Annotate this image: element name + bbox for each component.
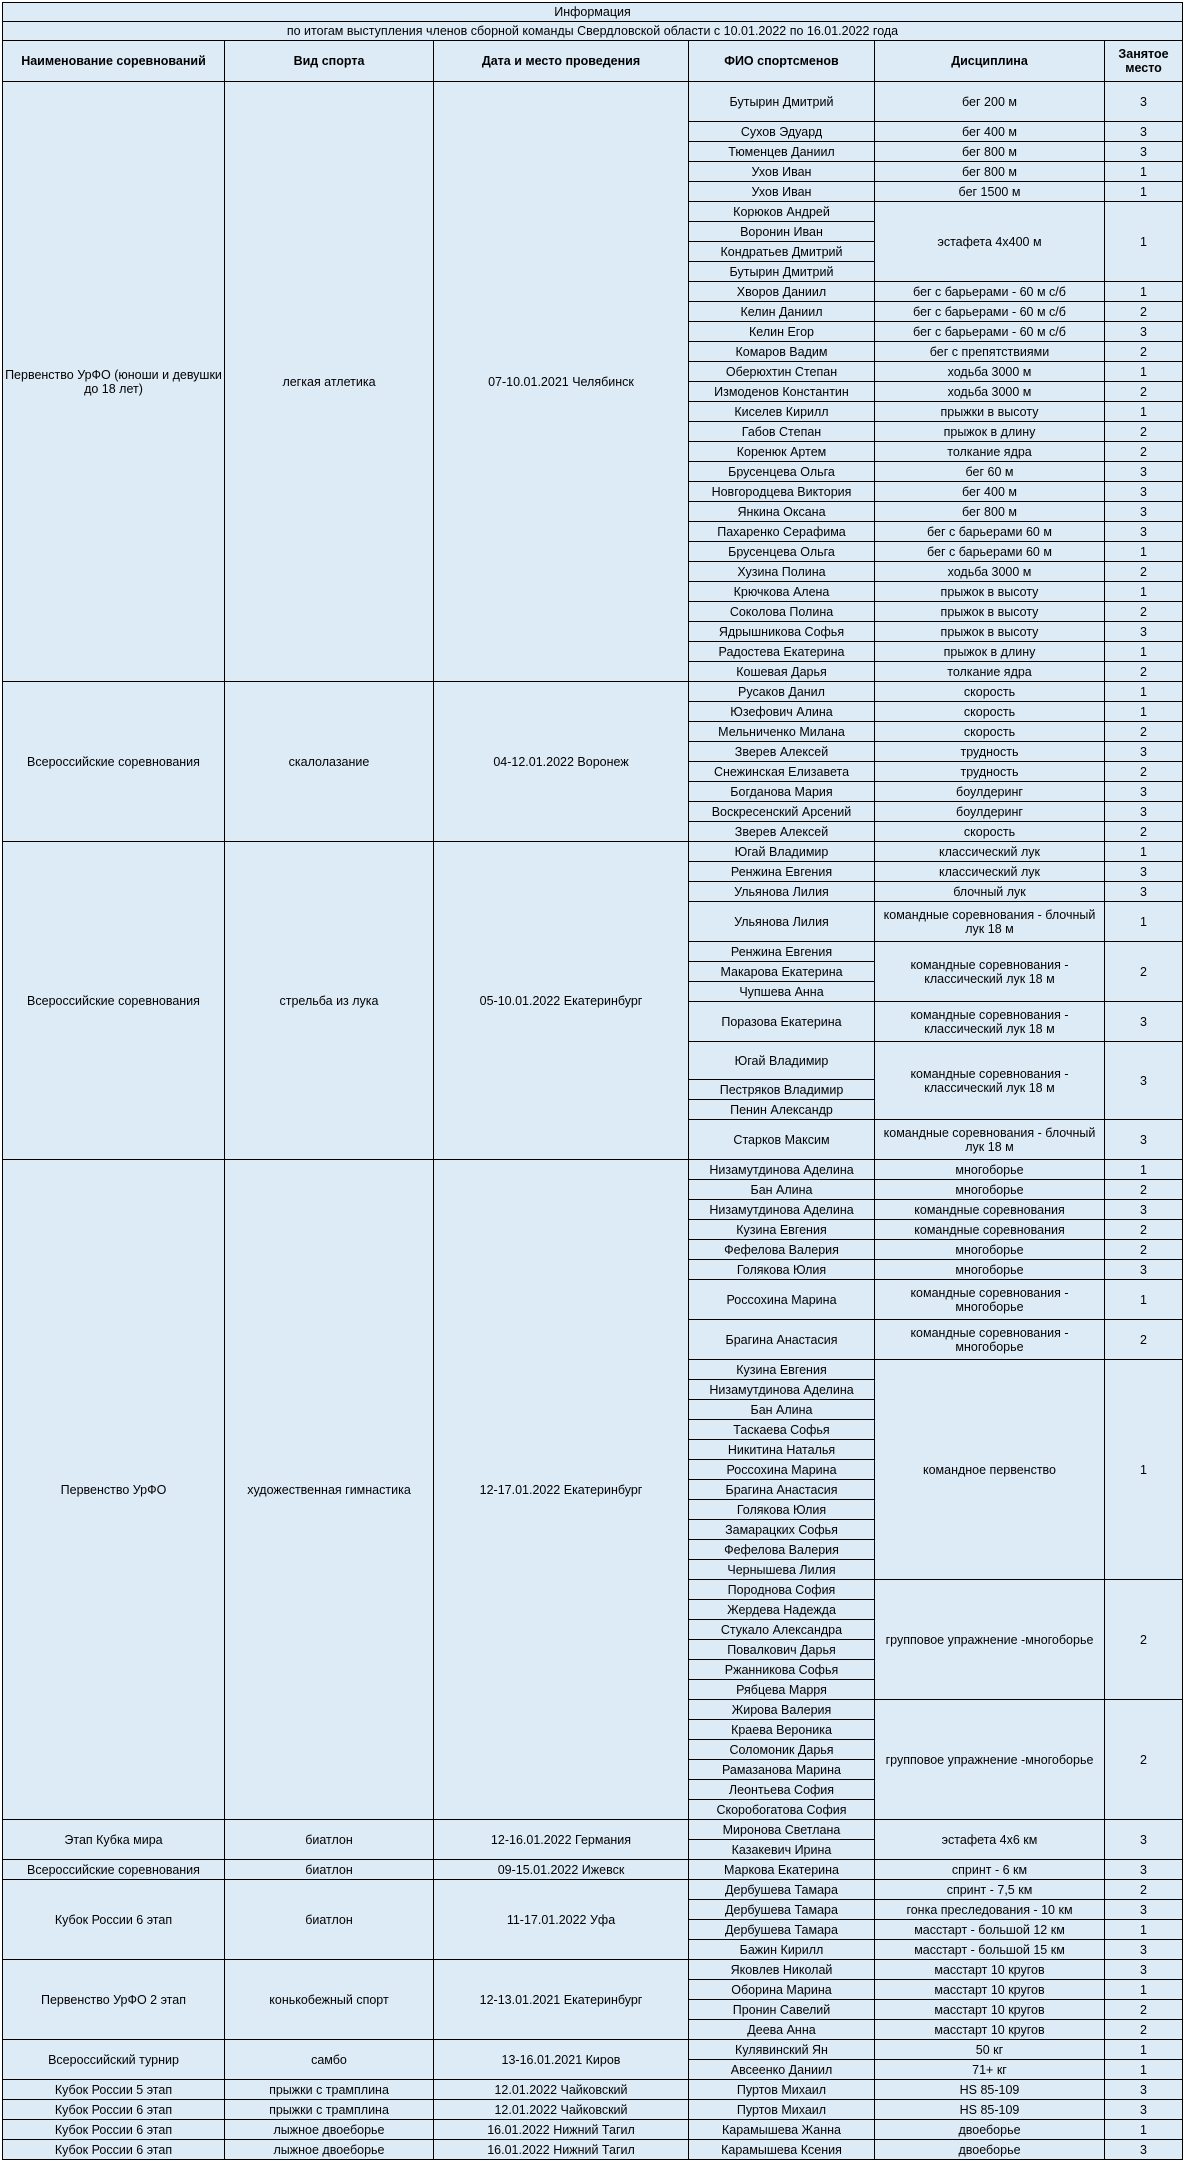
place: 1 <box>1105 842 1183 862</box>
discipline: HS 85-109 <box>875 2100 1105 2120</box>
sport-name: прыжки с трамплина <box>225 2100 434 2120</box>
place: 1 <box>1105 702 1183 722</box>
discipline: командные соревнования - классический лук 18 м <box>875 1002 1105 1042</box>
place: 3 <box>1105 502 1183 522</box>
place: 2 <box>1105 1180 1183 1200</box>
table-row <box>3 1820 1183 1840</box>
athlete-name: Бан Алина <box>689 1180 875 1200</box>
place: 1 <box>1105 542 1183 562</box>
header-place: Занятое место <box>1105 41 1183 82</box>
date-place: 11-17.01.2022 Уфа <box>434 1880 689 1960</box>
place: 1 <box>1105 1280 1183 1320</box>
results-table <box>2 2 1183 2160</box>
athlete-name: Замарацких Софья <box>689 1520 875 1540</box>
discipline: боулдеринг <box>875 802 1105 822</box>
athlete-name: Авсеенко Даниил <box>689 2060 875 2080</box>
place: 2 <box>1105 382 1183 402</box>
athlete-name: Голякова Юлия <box>689 1500 875 1520</box>
place: 1 <box>1105 2060 1183 2080</box>
sport-name: скалолазание <box>225 682 434 842</box>
sheet-subtitle: по итогам выступления членов сборной команды Свердловской области с 10.01.2022 по 16.01.2022 года <box>3 22 1183 41</box>
athlete-name: Макарова Екатерина <box>689 962 875 982</box>
place: 3 <box>1105 2140 1183 2160</box>
place: 3 <box>1105 782 1183 802</box>
athlete-name: Казакевич Ирина <box>689 1840 875 1860</box>
athlete-name: Стукало Александра <box>689 1620 875 1640</box>
place: 2 <box>1105 1700 1183 1820</box>
athlete-name: Мельниченко Милана <box>689 722 875 742</box>
athlete-name: Низамутдинова Аделина <box>689 1160 875 1180</box>
place: 3 <box>1105 142 1183 162</box>
place: 3 <box>1105 1200 1183 1220</box>
place: 3 <box>1105 82 1183 122</box>
discipline: бег 800 м <box>875 162 1105 182</box>
competition-name: Первенство УрФО <box>3 1160 225 1820</box>
discipline: групповое упражнение -многоборье <box>875 1580 1105 1700</box>
athlete-name: Карамышева Жанна <box>689 2120 875 2140</box>
discipline: трудность <box>875 742 1105 762</box>
place: 1 <box>1105 282 1183 302</box>
discipline: 50 кг <box>875 2040 1105 2060</box>
athlete-name: Югай Владимир <box>689 1042 875 1080</box>
athlete-name: Жердева Надежда <box>689 1600 875 1620</box>
place: 2 <box>1105 662 1183 682</box>
sport-name: биатлон <box>225 1820 434 1860</box>
place: 3 <box>1105 462 1183 482</box>
place: 3 <box>1105 482 1183 502</box>
athlete-name: Породнова София <box>689 1580 875 1600</box>
athlete-name: Кулявинский Ян <box>689 2040 875 2060</box>
athlete-name: Келин Егор <box>689 322 875 342</box>
competition-name: Всероссийский турнир <box>3 2040 225 2080</box>
header-competition: Наименование соревнований <box>3 41 225 82</box>
date-place: 16.01.2022 Нижний Тагил <box>434 2140 689 2160</box>
place: 1 <box>1105 1160 1183 1180</box>
discipline: бег 200 м <box>875 82 1105 122</box>
discipline: спринт - 7,5 км <box>875 1880 1105 1900</box>
athlete-name: Маркова Екатерина <box>689 1860 875 1880</box>
discipline: бег с барьерами 60 м <box>875 542 1105 562</box>
athlete-name: Деева Анна <box>689 2020 875 2040</box>
place: 2 <box>1105 1220 1183 1240</box>
discipline: скорость <box>875 722 1105 742</box>
place: 2 <box>1105 2020 1183 2040</box>
athlete-name: Оберюхтин Степан <box>689 362 875 382</box>
athlete-name: Соколова Полина <box>689 602 875 622</box>
discipline: ходьба 3000 м <box>875 562 1105 582</box>
discipline: командные соревнования <box>875 1220 1105 1240</box>
athlete-name: Пуртов Михаил <box>689 2080 875 2100</box>
athlete-name: Дербушева Тамара <box>689 1900 875 1920</box>
discipline: бег с барьерами 60 м <box>875 522 1105 542</box>
place: 2 <box>1105 442 1183 462</box>
discipline: прыжок в высоту <box>875 622 1105 642</box>
table-row <box>3 2140 1183 2160</box>
competition-name: Кубок России 6 этап <box>3 2140 225 2160</box>
date-place: 12-17.01.2022 Екатеринбург <box>434 1160 689 1820</box>
athlete-name: Оборина Марина <box>689 1980 875 2000</box>
discipline: бег 400 м <box>875 482 1105 502</box>
competition-name: Всероссийские соревнования <box>3 682 225 842</box>
place: 2 <box>1105 1880 1183 1900</box>
athlete-name: Пестряков Владимир <box>689 1080 875 1100</box>
place: 1 <box>1105 202 1183 282</box>
discipline: спринт - 6 км <box>875 1860 1105 1880</box>
place: 2 <box>1105 1240 1183 1260</box>
discipline: прыжки в высоту <box>875 402 1105 422</box>
athlete-name: Чернышева Лилия <box>689 1560 875 1580</box>
athlete-name: Кондратьев Дмитрий <box>689 242 875 262</box>
discipline: бег 800 м <box>875 142 1105 162</box>
place: 3 <box>1105 802 1183 822</box>
athlete-name: Бан Алина <box>689 1400 875 1420</box>
athlete-name: Ржанникова Софья <box>689 1660 875 1680</box>
athlete-name: Рябцева Марря <box>689 1680 875 1700</box>
athlete-name: Кузина Евгения <box>689 1360 875 1380</box>
athlete-name: Ухов Иван <box>689 162 875 182</box>
athlete-name: Зверев Алексей <box>689 822 875 842</box>
date-place: 07-10.01.2021 Челябинск <box>434 82 689 682</box>
athlete-name: Фефелова Валерия <box>689 1540 875 1560</box>
athlete-name: Леонтьева София <box>689 1780 875 1800</box>
sport-name: биатлон <box>225 1860 434 1880</box>
discipline: командные соревнования - блочный лук 18 м <box>875 902 1105 942</box>
athlete-name: Пуртов Михаил <box>689 2100 875 2120</box>
date-place: 09-15.01.2022 Ижевск <box>434 1860 689 1880</box>
discipline: масстарт 10 кругов <box>875 2000 1105 2020</box>
competition-name: Кубок России 6 этап <box>3 2100 225 2120</box>
place: 3 <box>1105 1960 1183 1980</box>
athlete-name: Жирова Валерия <box>689 1700 875 1720</box>
discipline: двоеборье <box>875 2140 1105 2160</box>
athlete-name: Кошевая Дарья <box>689 662 875 682</box>
place: 1 <box>1105 642 1183 662</box>
athlete-name: Голякова Юлия <box>689 1260 875 1280</box>
athlete-name: Снежинская Елизавета <box>689 762 875 782</box>
athlete-name: Ухов Иван <box>689 182 875 202</box>
place: 1 <box>1105 2120 1183 2140</box>
discipline: бег 60 м <box>875 462 1105 482</box>
sport-name: самбо <box>225 2040 434 2080</box>
table-row <box>3 842 1183 862</box>
discipline: многоборье <box>875 1180 1105 1200</box>
place: 2 <box>1105 602 1183 622</box>
place: 3 <box>1105 1002 1183 1042</box>
place: 1 <box>1105 362 1183 382</box>
discipline: бег 400 м <box>875 122 1105 142</box>
competition-name: Кубок России 6 этап <box>3 1880 225 1960</box>
place: 1 <box>1105 2040 1183 2060</box>
place: 3 <box>1105 1120 1183 1160</box>
athlete-name: Келин Даниил <box>689 302 875 322</box>
discipline: командные соревнования - многоборье <box>875 1280 1105 1320</box>
place: 3 <box>1105 1900 1183 1920</box>
discipline: классический лук <box>875 862 1105 882</box>
place: 3 <box>1105 522 1183 542</box>
place: 1 <box>1105 1920 1183 1940</box>
place: 2 <box>1105 1320 1183 1360</box>
athlete-name: Брагина Анастасия <box>689 1480 875 1500</box>
discipline: масстарт - большой 15 км <box>875 1940 1105 1960</box>
discipline: масстарт - большой 12 км <box>875 1920 1105 1940</box>
discipline: скорость <box>875 702 1105 722</box>
discipline: командные соревнования - классический лук 18 м <box>875 942 1105 1002</box>
athlete-name: Таскаева Софья <box>689 1420 875 1440</box>
place: 2 <box>1105 302 1183 322</box>
place: 1 <box>1105 162 1183 182</box>
date-place: 12.01.2022 Чайковский <box>434 2100 689 2120</box>
athlete-name: Поразова Екатерина <box>689 1002 875 1042</box>
discipline: прыжок в длину <box>875 642 1105 662</box>
place: 3 <box>1105 1820 1183 1860</box>
sport-name: лыжное двоеборье <box>225 2120 434 2140</box>
date-place: 12-16.01.2022 Германия <box>434 1820 689 1860</box>
place: 2 <box>1105 2000 1183 2020</box>
athlete-name: Хузина Полина <box>689 562 875 582</box>
discipline: бег с барьерами - 60 м с/б <box>875 282 1105 302</box>
athlete-name: Киселев Кирилл <box>689 402 875 422</box>
place: 2 <box>1105 942 1183 1002</box>
athlete-name: Никитина Наталья <box>689 1440 875 1460</box>
athlete-name: Россохина Марина <box>689 1280 875 1320</box>
discipline: масстарт 10 кругов <box>875 1980 1105 2000</box>
discipline: командные соревнования - классический лук 18 м <box>875 1042 1105 1120</box>
table-row <box>3 1860 1183 1880</box>
place: 3 <box>1105 122 1183 142</box>
athlete-name: Богданова Мария <box>689 782 875 802</box>
table-row <box>3 682 1183 702</box>
header-date-place: Дата и место проведения <box>434 41 689 82</box>
discipline: прыжок в высоту <box>875 582 1105 602</box>
discipline: бег 1500 м <box>875 182 1105 202</box>
discipline: толкание ядра <box>875 442 1105 462</box>
athlete-name: Сухов Эдуард <box>689 122 875 142</box>
place: 3 <box>1105 1260 1183 1280</box>
athlete-name: Миронова Светлана <box>689 1820 875 1840</box>
date-place: 12-13.01.2021 Екатеринбург <box>434 1960 689 2040</box>
discipline: прыжок в высоту <box>875 602 1105 622</box>
place: 1 <box>1105 1360 1183 1580</box>
place: 1 <box>1105 902 1183 942</box>
sport-name: стрельба из лука <box>225 842 434 1160</box>
discipline: бег 800 м <box>875 502 1105 522</box>
athlete-name: Брагина Анастасия <box>689 1320 875 1360</box>
athlete-name: Дербушева Тамара <box>689 1880 875 1900</box>
athlete-name: Ульянова Лилия <box>689 902 875 942</box>
athlete-name: Скоробогатова София <box>689 1800 875 1820</box>
athlete-name: Комаров Вадим <box>689 342 875 362</box>
discipline: прыжок в длину <box>875 422 1105 442</box>
athlete-name: Юзефович Алина <box>689 702 875 722</box>
table-row <box>3 2040 1183 2060</box>
athlete-name: Рамазанова Марина <box>689 1760 875 1780</box>
sheet-title: Информация <box>3 3 1183 22</box>
discipline: бег с препятствиями <box>875 342 1105 362</box>
athlete-name: Повалкович Дарья <box>689 1640 875 1660</box>
athlete-name: Коренюк Артем <box>689 442 875 462</box>
discipline: эстафета 4х400 м <box>875 202 1105 282</box>
athlete-name: Бутырин Дмитрий <box>689 82 875 122</box>
discipline: боулдеринг <box>875 782 1105 802</box>
athlete-name: Соломоник Дарья <box>689 1740 875 1760</box>
place: 2 <box>1105 762 1183 782</box>
athlete-name: Пенин Александр <box>689 1100 875 1120</box>
athlete-name: Карамышева Ксения <box>689 2140 875 2160</box>
athlete-name: Ренжина Евгения <box>689 942 875 962</box>
discipline: многоборье <box>875 1240 1105 1260</box>
discipline: HS 85-109 <box>875 2080 1105 2100</box>
discipline: командные соревнования <box>875 1200 1105 1220</box>
discipline: командное первенство <box>875 1360 1105 1580</box>
place: 1 <box>1105 1980 1183 2000</box>
place: 3 <box>1105 622 1183 642</box>
athlete-name: Фефелова Валерия <box>689 1240 875 1260</box>
sport-name: художественная гимнастика <box>225 1160 434 1820</box>
athlete-name: Воронин Иван <box>689 222 875 242</box>
date-place: 12.01.2022 Чайковский <box>434 2080 689 2100</box>
sport-name: прыжки с трамплина <box>225 2080 434 2100</box>
athlete-name: Югай Владимир <box>689 842 875 862</box>
competition-name: Всероссийские соревнования <box>3 842 225 1160</box>
discipline: 71+ кг <box>875 2060 1105 2080</box>
athlete-name: Воскресенский Арсений <box>689 802 875 822</box>
table-row <box>3 2100 1183 2120</box>
athlete-name: Зверев Алексей <box>689 742 875 762</box>
discipline: командные соревнования - многоборье <box>875 1320 1105 1360</box>
athlete-name: Брусенцева Ольга <box>689 542 875 562</box>
header-discipline: Дисциплина <box>875 41 1105 82</box>
place: 3 <box>1105 1042 1183 1120</box>
athlete-name: Пахаренко Серафима <box>689 522 875 542</box>
athlete-name: Радостева Екатерина <box>689 642 875 662</box>
athlete-name: Корюков Андрей <box>689 202 875 222</box>
date-place: 16.01.2022 Нижний Тагил <box>434 2120 689 2140</box>
athlete-name: Низамутдинова Аделина <box>689 1200 875 1220</box>
place: 3 <box>1105 2100 1183 2120</box>
discipline: толкание ядра <box>875 662 1105 682</box>
competition-name: Этап Кубка мира <box>3 1820 225 1860</box>
athlete-name: Чупшева Анна <box>689 982 875 1002</box>
competition-name: Кубок России 6 этап <box>3 2120 225 2140</box>
discipline: двоеборье <box>875 2120 1105 2140</box>
discipline: ходьба 3000 м <box>875 382 1105 402</box>
place: 1 <box>1105 402 1183 422</box>
athlete-name: Яковлев Николай <box>689 1960 875 1980</box>
discipline: командные соревнования - блочный лук 18 м <box>875 1120 1105 1160</box>
discipline: трудность <box>875 762 1105 782</box>
date-place: 04-12.01.2022 Воронеж <box>434 682 689 842</box>
athlete-name: Россохина Марина <box>689 1460 875 1480</box>
discipline: групповое упражнение -многоборье <box>875 1700 1105 1820</box>
athlete-name: Новгородцева Виктория <box>689 482 875 502</box>
table-row <box>3 2080 1183 2100</box>
sport-name: конькобежный спорт <box>225 1960 434 2040</box>
athlete-name: Краева Вероника <box>689 1720 875 1740</box>
athlete-name: Кузина Евгения <box>689 1220 875 1240</box>
place: 1 <box>1105 682 1183 702</box>
athlete-name: Тюменцев Даниил <box>689 142 875 162</box>
place: 2 <box>1105 822 1183 842</box>
results-body <box>3 82 1183 2160</box>
athlete-name: Янкина Оксана <box>689 502 875 522</box>
athlete-name: Ядрышникова Софья <box>689 622 875 642</box>
discipline: классический лук <box>875 842 1105 862</box>
place: 2 <box>1105 722 1183 742</box>
place: 1 <box>1105 182 1183 202</box>
sport-name: биатлон <box>225 1880 434 1960</box>
place: 3 <box>1105 2080 1183 2100</box>
athlete-name: Хворов Даниил <box>689 282 875 302</box>
place: 3 <box>1105 882 1183 902</box>
place: 3 <box>1105 742 1183 762</box>
athlete-name: Старков Максим <box>689 1120 875 1160</box>
table-row <box>3 1160 1183 1180</box>
date-place: 13-16.01.2021 Киров <box>434 2040 689 2080</box>
discipline: масстарт 10 кругов <box>875 2020 1105 2040</box>
athlete-name: Измоденов Константин <box>689 382 875 402</box>
discipline: бег с барьерами - 60 м с/б <box>875 322 1105 342</box>
athlete-name: Низамутдинова Аделина <box>689 1380 875 1400</box>
place: 3 <box>1105 862 1183 882</box>
athlete-name: Ульянова Лилия <box>689 882 875 902</box>
table-row <box>3 1960 1183 1980</box>
sport-name: легкая атлетика <box>225 82 434 682</box>
place: 3 <box>1105 1860 1183 1880</box>
athlete-name: Крючкова Алена <box>689 582 875 602</box>
discipline: бег с барьерами - 60 м с/б <box>875 302 1105 322</box>
place: 3 <box>1105 1940 1183 1960</box>
place: 1 <box>1105 582 1183 602</box>
place: 2 <box>1105 562 1183 582</box>
athlete-name: Ренжина Евгения <box>689 862 875 882</box>
athlete-name: Бажин Кирилл <box>689 1940 875 1960</box>
competition-name: Всероссийские соревнования <box>3 1860 225 1880</box>
place: 2 <box>1105 422 1183 442</box>
discipline: скорость <box>875 822 1105 842</box>
athlete-name: Дербушева Тамара <box>689 1920 875 1940</box>
table-row <box>3 1880 1183 1900</box>
discipline: гонка преследования - 10 км <box>875 1900 1105 1920</box>
discipline: скорость <box>875 682 1105 702</box>
athlete-name: Бутырин Дмитрий <box>689 262 875 282</box>
competition-name: Первенство УрФО 2 этап <box>3 1960 225 2040</box>
athlete-name: Русаков Данил <box>689 682 875 702</box>
place: 2 <box>1105 1580 1183 1700</box>
athlete-name: Брусенцева Ольга <box>689 462 875 482</box>
place: 2 <box>1105 342 1183 362</box>
date-place: 05-10.01.2022 Екатеринбург <box>434 842 689 1160</box>
athlete-name: Пронин Савелий <box>689 2000 875 2020</box>
sport-name: лыжное двоеборье <box>225 2140 434 2160</box>
header-sport: Вид спорта <box>225 41 434 82</box>
discipline: многоборье <box>875 1160 1105 1180</box>
header-athletes: ФИО спортсменов <box>689 41 875 82</box>
discipline: многоборье <box>875 1260 1105 1280</box>
place: 3 <box>1105 322 1183 342</box>
discipline: эстафета 4х6 км <box>875 1820 1105 1860</box>
discipline: масстарт 10 кругов <box>875 1960 1105 1980</box>
athlete-name: Габов Степан <box>689 422 875 442</box>
competition-name: Кубок России 5 этап <box>3 2080 225 2100</box>
competition-name: Первенство УрФО (юноши и девушки до 18 лет) <box>3 82 225 682</box>
discipline: ходьба 3000 м <box>875 362 1105 382</box>
discipline: блочный лук <box>875 882 1105 902</box>
table-row <box>3 82 1183 122</box>
table-row <box>3 2120 1183 2140</box>
